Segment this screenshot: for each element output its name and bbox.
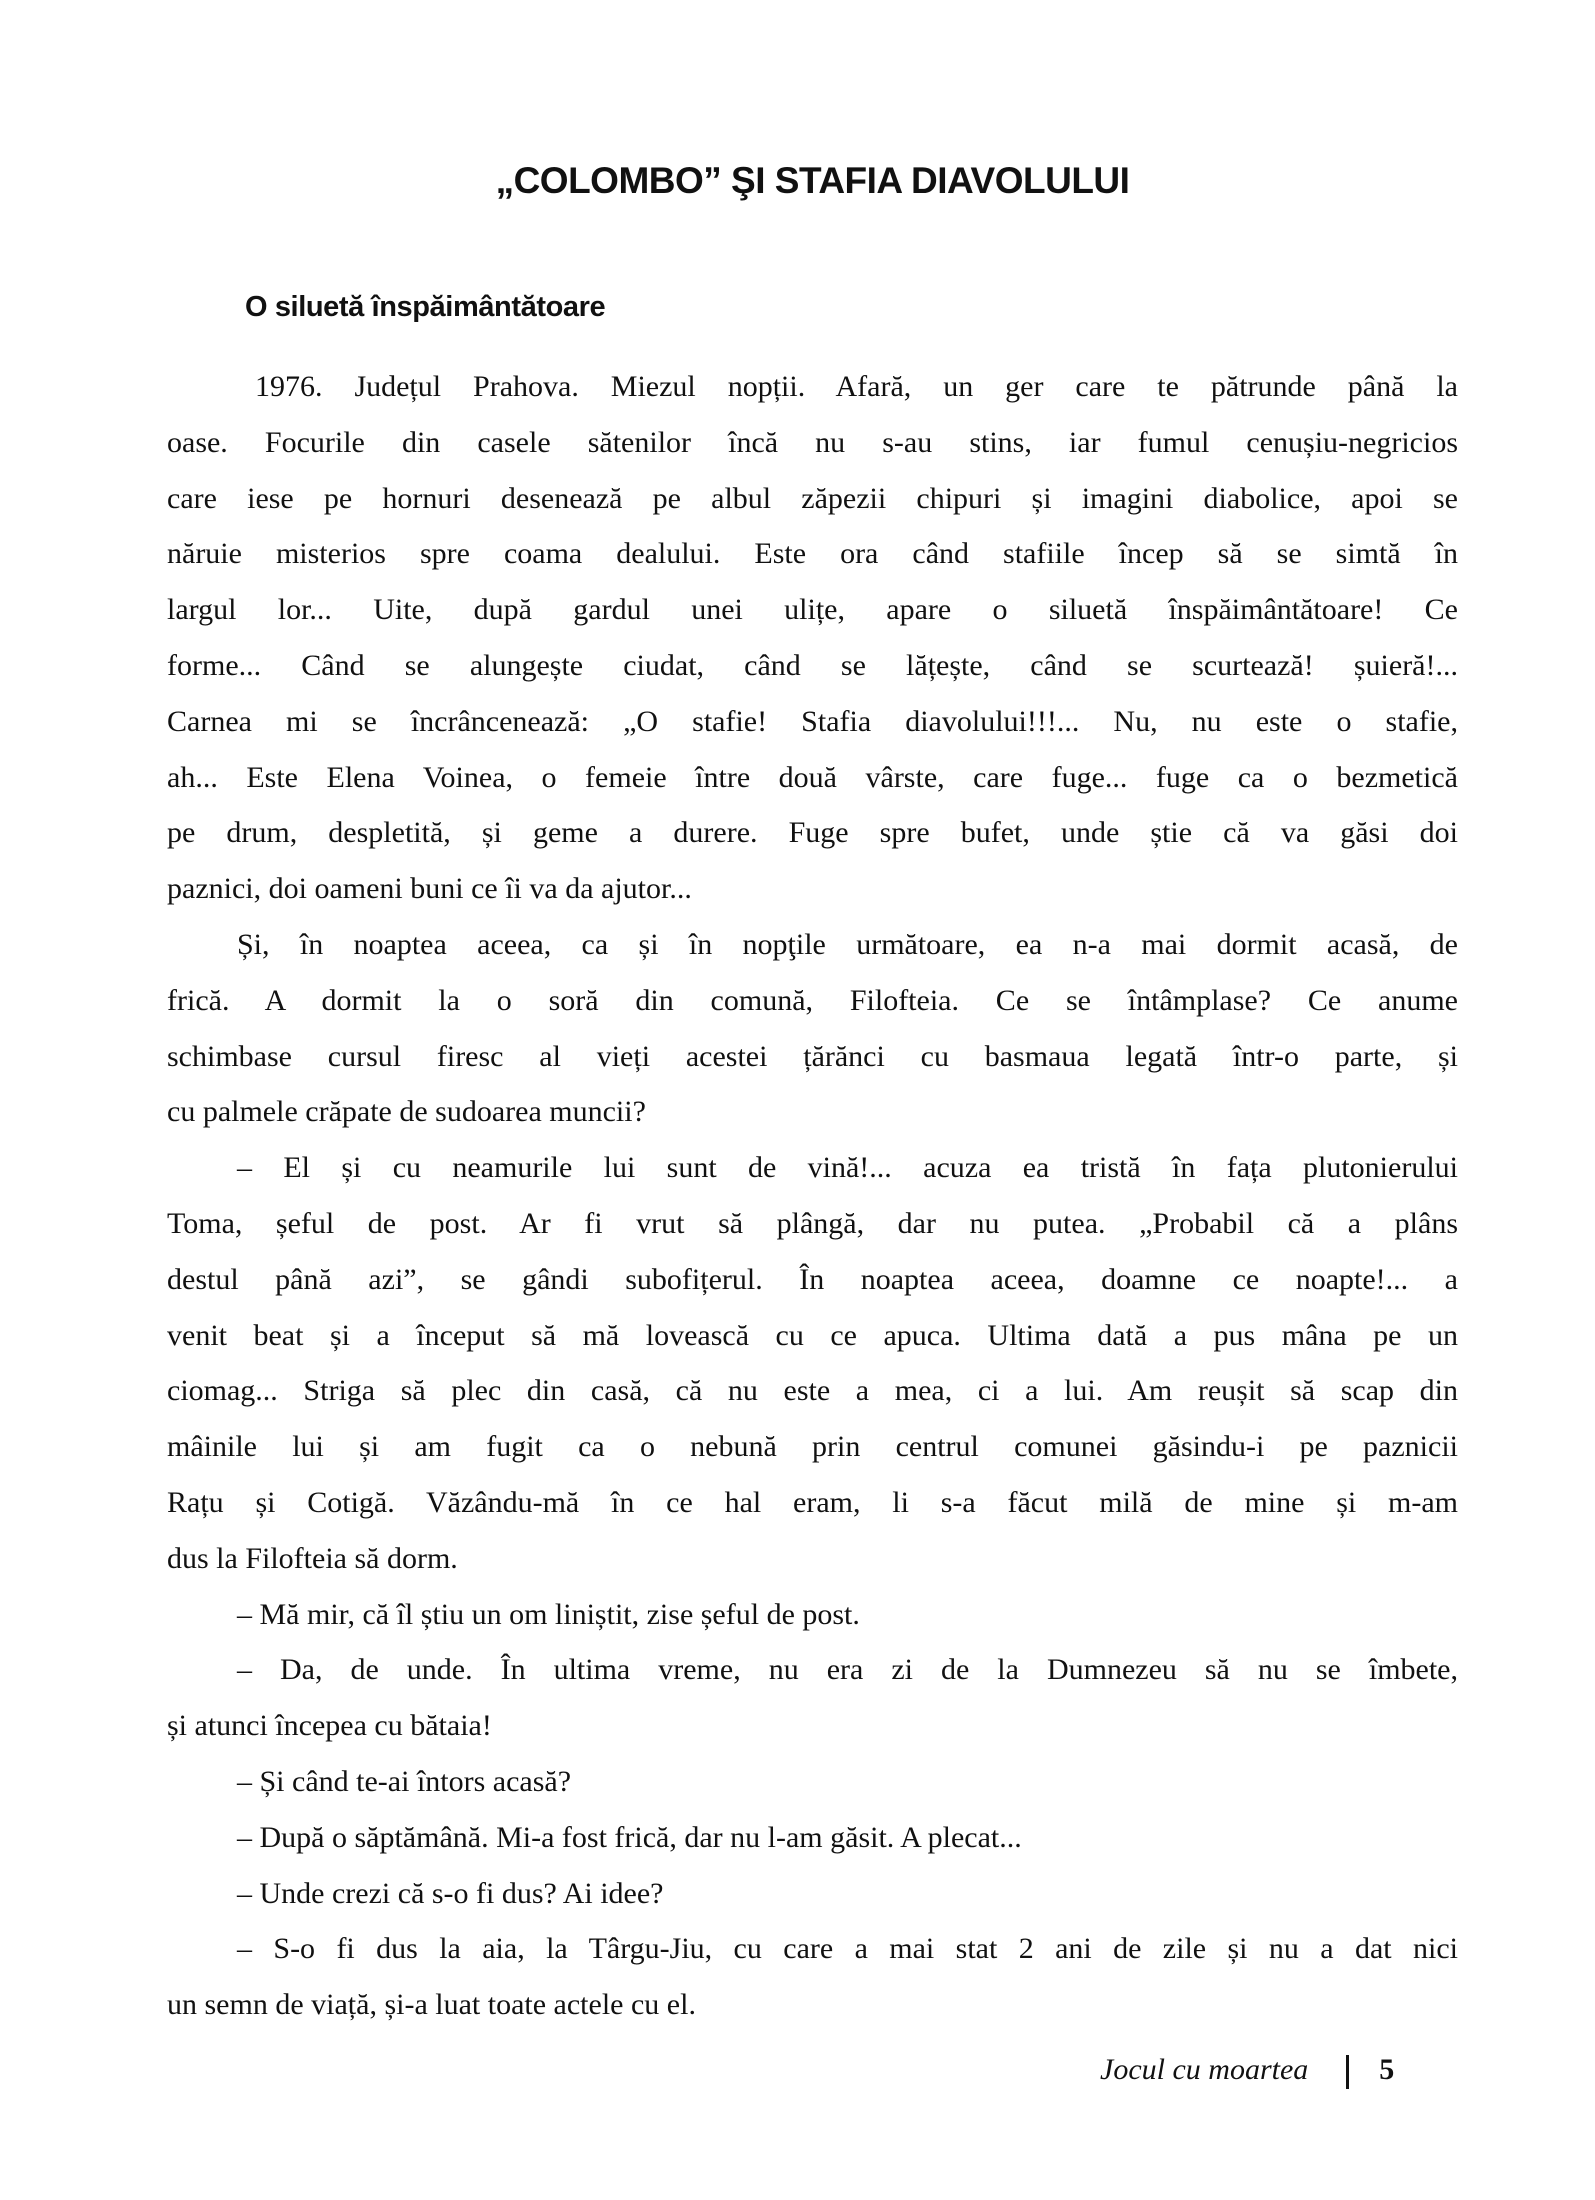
paragraph bbox=[167, 1140, 1458, 1586]
text-line: destul până azi”, se gândi subofițerul. În noaptea aceea, doamne ce noapte!... a bbox=[167, 1262, 1458, 1296]
section-title: O siluetă înspăimântătoare bbox=[245, 291, 606, 323]
paragraph bbox=[167, 1754, 1458, 1810]
text-line: paznici, doi oameni buni ce îi va da ajutor... bbox=[167, 872, 692, 906]
text-line: forme... Când se alungește ciudat, când se lățește, când se scurtează! șuieră!... bbox=[167, 648, 1458, 682]
paragraph bbox=[167, 1810, 1458, 1866]
text-line: ah... Este Elena Voinea, o femeie între două vârste, care fuge... fuge ca o bezmetică bbox=[167, 760, 1458, 794]
text-line: largul lor... Uite, după gardul unei ulițe, apare o siluetă înspăimântătoare! Ce bbox=[167, 593, 1458, 627]
text-line: un semn de viață, și-a luat toate actele cu el. bbox=[167, 1988, 696, 2022]
paragraph bbox=[167, 1866, 1458, 1922]
text-line: pe drum, despletită, și geme a durere. Fuge spre bufet, unde știe că va găsi doi bbox=[167, 816, 1458, 850]
text-line: și atunci începea cu bătaia! bbox=[167, 1709, 492, 1743]
text-line: – S-o fi dus la aia, la Târgu-Jiu, cu care a mai stat 2 ani de zile și nu a dat nici bbox=[237, 1932, 1458, 1966]
text-line: oase. Focurile din casele sătenilor încă nu s-au stins, iar fumul cenușiu-negricios bbox=[167, 425, 1458, 459]
running-title: Jocul cu moartea bbox=[1100, 2053, 1309, 2086]
text-line: cu palmele crăpate de sudoarea muncii? bbox=[167, 1095, 646, 1129]
text-line: frică. A dormit la o soră din comună, Filofteia. Ce se întâmplase? Ce anume bbox=[167, 983, 1458, 1017]
text-line: 1976. Județul Prahova. Miezul nopții. Afară, un ger care te pătrunde până la bbox=[255, 370, 1458, 403]
text-line: – Unde crezi că s-o fi dus? Ai idee? bbox=[237, 1876, 664, 1910]
text-line: Și, în noaptea aceea, ca și în nopţile următoare, ea n-a mai dormit acasă, de bbox=[237, 927, 1458, 961]
paragraph bbox=[167, 359, 1458, 917]
paragraph bbox=[167, 917, 1458, 1140]
page-number: 5 bbox=[1379, 2053, 1395, 2086]
paragraph bbox=[167, 1587, 1458, 1643]
text-line: ciomag... Striga să plec din casă, că nu este a mea, ci a lui. Am reușit să scap din bbox=[167, 1374, 1458, 1408]
text-line: – După o săptămână. Mi-a fost frică, dar nu l-am găsit. A plecat... bbox=[237, 1820, 1022, 1854]
text-line: – El și cu neamurile lui sunt de vină!... acuza ea tristă în fața plutonierului bbox=[237, 1151, 1458, 1185]
text-line: – Da, de unde. În ultima vreme, nu era zi de la Dumnezeu să nu se îmbete, bbox=[237, 1653, 1458, 1687]
text-line: care iese pe hornuri desenează pe albul zăpezii chipuri și imagini diabolice, apoi se bbox=[167, 481, 1458, 515]
text-line: schimbase cursul firesc al vieți acestei țărănci cu basmaua legată într-o parte, și bbox=[167, 1039, 1458, 1073]
body-text bbox=[167, 359, 1458, 2033]
text-line: Carnea mi se încrâncenează: „O stafie! Stafia diavolului!!!... Nu, nu este o stafie, bbox=[167, 704, 1458, 738]
text-line: Rațu și Cotigă. Văzându-mă în ce hal eram, li s-a făcut milă de mine și m-am bbox=[167, 1485, 1458, 1519]
text-line: năruie misterios spre coama dealului. Este ora când stafiile încep să se simtă în bbox=[167, 537, 1458, 571]
text-line: Toma, șeful de post. Ar fi vrut să plângă, dar nu putea. „Probabil că a plâns bbox=[167, 1206, 1458, 1240]
text-line: venit beat și a început să mă lovească cu ce apuca. Ultima dată a pus mâna pe un bbox=[167, 1318, 1458, 1352]
text-line: – Și când te-ai întors acasă? bbox=[237, 1764, 572, 1798]
text-line: dus la Filofteia să dorm. bbox=[167, 1541, 458, 1575]
page-footer bbox=[1100, 2050, 1394, 2090]
text-line: – Mă mir, că îl știu un om liniștit, zise șeful de post. bbox=[237, 1597, 860, 1631]
paragraph bbox=[167, 1642, 1458, 1754]
paragraph bbox=[167, 1921, 1458, 2033]
chapter-title: „COLOMBO” ŞI STAFIA DIAVOLULUI bbox=[495, 160, 1130, 201]
text-line: mâinile lui și am fugit ca o nebună prin centrul comunei găsindu-i pe paznicii bbox=[167, 1430, 1458, 1464]
footer-separator bbox=[1346, 2055, 1349, 2089]
